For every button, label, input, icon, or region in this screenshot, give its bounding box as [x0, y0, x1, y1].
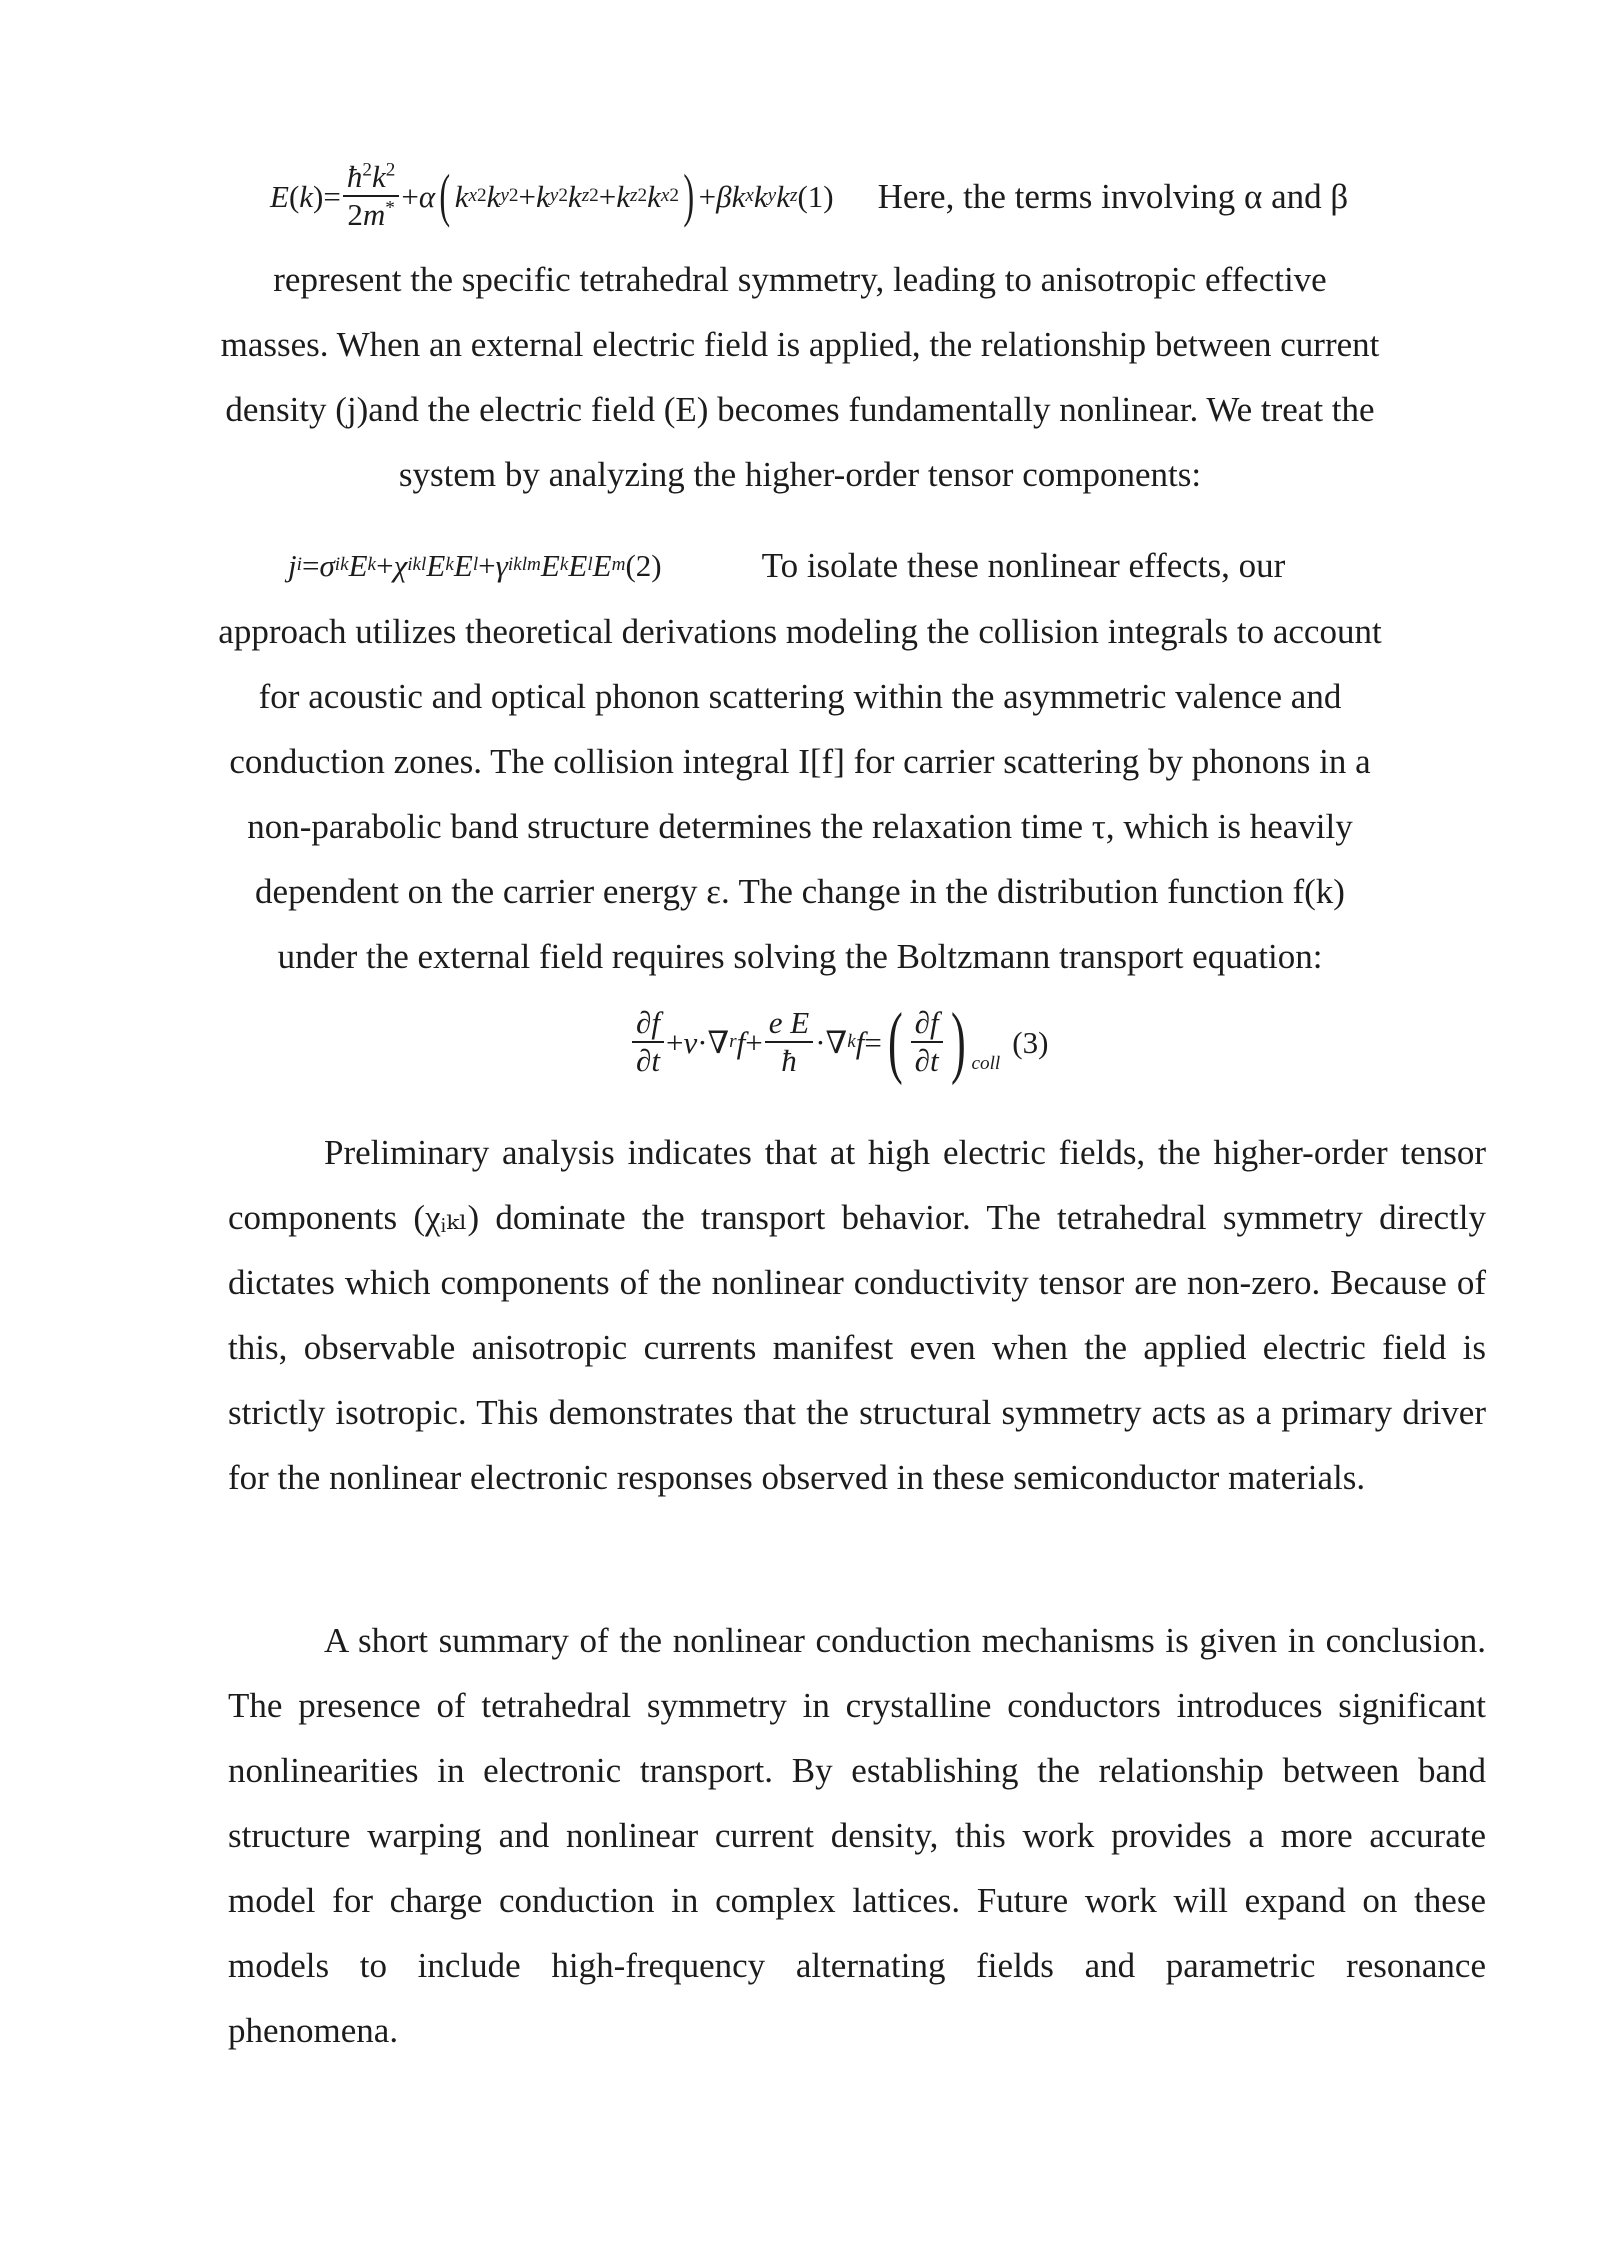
equation-1-number: (1) — [797, 178, 834, 214]
equation-2: j i = σ ik E k + χ ikl E k E l + γ iklm E k E l E m (2) — [288, 547, 662, 583]
para2-line-1: approach utilizes theoretical derivations modeling the collision integrals to account — [218, 612, 1382, 651]
paragraph-3 — [228, 1120, 1486, 1510]
para1-line-2: masses. When an external electric field is applied, the relationship between current — [220, 325, 1380, 364]
para2-line-5: dependent on the carrier energy ε. The change in the distribution function f(k) — [255, 872, 1345, 911]
paragraph-3-text: Preliminary analysis indicates that at high electric fields, the higher-order tensor components (χᵢₖₗ) dominate the transport behavior. The tetrahedral symmetry directly dictates which components of the nonlinear conductivity tensor are non-zero. Because of this, observable anisotropic currents manifest even when the applied electric field is strictly isotropic. This demonstrates that the structural symmetry acts as a primary driver for the nonlinear electronic responses observed in these semiconductor materials. — [228, 1133, 1486, 1497]
paragraph-4-text: A short summary of the nonlinear conduction mechanisms is given in conclusion. The presence of tetrahedral symmetry in crystalline conductors introduces significant nonlinearities in electronic transport. By establishing the relationship between band structure warping and nonlinear current density, this work provides a more accurate model for charge conduction in complex lattices. Future work will expand on these models to include high-frequency alternating fields and parametric resonance phenomena. — [228, 1621, 1486, 2050]
para1-line-1: represent the specific tetrahedral symmetry, leading to anisotropic effective — [273, 260, 1327, 299]
para1-line-4: system by analyzing the higher-order tensor components: — [398, 455, 1202, 494]
equation-1-trailing-text: Here, the terms involving α and β — [877, 176, 1349, 216]
equation-2-trailing-text: To isolate these nonlinear effects, our — [761, 545, 1286, 585]
equation-1-row — [270, 158, 1348, 234]
equation-1: E ( k )= $\frac{ħ^2k^2}{2m^*}$ + α ( k x 2 k y 2 + k y 2 k z 2 + k z 2 k x 2 ) + β k x k y k z (1) — [270, 159, 834, 232]
equation-2-number: (2) — [625, 547, 662, 583]
equation-3-number: (3) — [1012, 1024, 1049, 1060]
paragraph-4 — [228, 1608, 1486, 2063]
para1-line-3: density (j)and the electric field (E) becomes fundamentally nonlinear. We treat the — [225, 390, 1375, 429]
para2-line-4: non-parabolic band structure determines the relaxation time τ, which is heavily — [247, 807, 1353, 846]
para2-line-6: under the external field requires solving the Boltzmann transport equation: — [277, 937, 1323, 976]
equation-3: $\frac{\partial f}{\partial t}$ + v ·∇ r f + $\frac{\text{e E}}{ħ}$ ·∇ k f = ( $\frac{\partial f}{\partial t}$ ) $_{coll}$ (3) — [630, 1002, 1048, 1083]
equation-2-row — [288, 540, 1285, 590]
equation-3-row — [630, 996, 1049, 1086]
para2-line-3: conduction zones. The collision integral I[f] for carrier scattering by phonons in a — [229, 742, 1371, 781]
para2-line-2: for acoustic and optical phonon scattering within the asymmetric valence and — [258, 677, 1342, 716]
